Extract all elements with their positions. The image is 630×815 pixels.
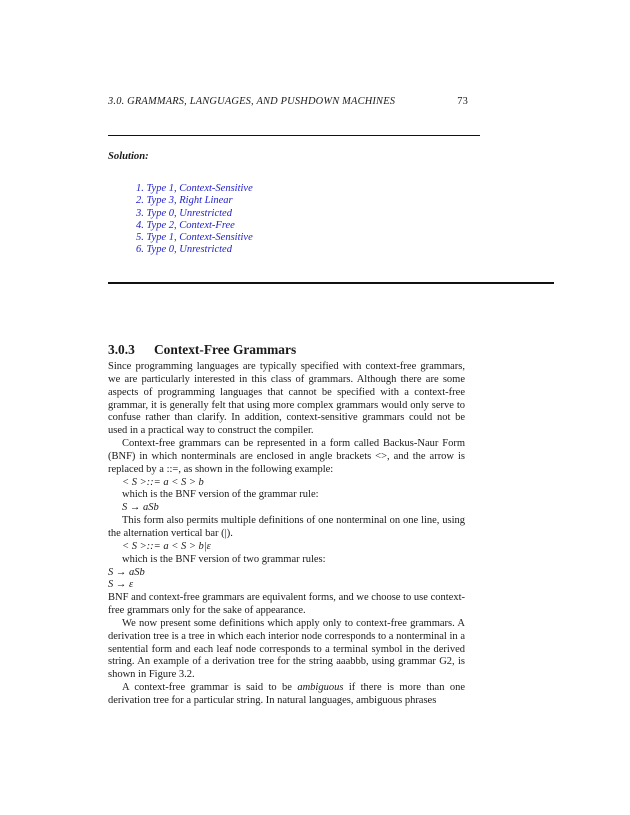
running-header	[108, 96, 468, 107]
solution-item[interactable]: 1. Type 1, Context-Sensitive	[136, 183, 253, 194]
grammar-rule-2a: S → aSb	[108, 566, 145, 578]
grammar-rule-2b: S → ε	[108, 579, 134, 591]
grammar-rule-1: S → aSb	[122, 502, 159, 514]
header-section-title: 3.0. GRAMMARS, LANGUAGES, AND PUSHDOWN MACHINES	[108, 96, 396, 107]
solution-list	[136, 183, 253, 257]
bnf-example-2: < S >::= a < S > b|ε	[122, 540, 211, 552]
ambiguous-term: ambiguous	[297, 682, 344, 694]
solution-item[interactable]: 5. Type 1, Context-Sensitive	[136, 232, 253, 244]
solution-bottom-rule	[108, 282, 554, 284]
paragraph-intro: Since programming languages are typically specified with context-free grammars, we are particularly interested in this class of grammars. Although there are some aspects of programming languages that cannot be specified with a context-free grammar, it is generally felt that using more complex grammars would only serve to confuse rather than clarify. In addition, context-sensitive grammars could not be used in a practical way to construct the compiler.	[108, 361, 465, 437]
bnf-note-1: which is the BNF version of the grammar rule:	[122, 489, 319, 501]
solution-label: Solution:	[108, 151, 149, 162]
section-number: 3.0.3	[108, 342, 135, 357]
paragraph-derivation-tree: We now present some definitions which apply only to context-free grammars. A derivation tree is a tree in which each interior node corresponds to a nonterminal in a sentential form and each leaf node corresponds to a terminal symbol in the derived string. An example of a derivation tree for the string aaabbb, using grammar G2, is shown in Figure 3.2.	[108, 617, 465, 681]
section-heading	[108, 342, 296, 358]
section-title: Context-Free Grammars	[154, 342, 297, 357]
solution-item[interactable]: 6. Type 0, Unrestricted	[136, 244, 232, 256]
ambiguous-text-b: if there is more than one derivation tree for a particular string. In natural languages, ambiguous phrases	[108, 682, 465, 706]
body-text	[108, 361, 465, 708]
paragraph-alternation: This form also permits multiple definitions of one nonterminal on one line, using the alternation vertical bar (|).	[108, 515, 465, 539]
bnf-note-2: which is the BNF version of two grammar rules:	[122, 553, 326, 565]
solution-item[interactable]: 2. Type 3, Right Linear	[136, 195, 233, 207]
solution-top-rule	[108, 135, 480, 136]
ambiguous-text-a: A context-free grammar is said to be	[122, 682, 298, 694]
page-number: 73	[457, 96, 468, 107]
paragraph-ambiguous	[108, 682, 465, 708]
solution-item[interactable]: 3. Type 0, Unrestricted	[136, 207, 232, 219]
bnf-example-1: < S >::= a < S > b	[122, 476, 204, 488]
solution-item[interactable]: 4. Type 2, Context-Free	[136, 219, 235, 231]
paragraph-bnf: Context-free grammars can be represented in a form called Backus-Naur Form (BNF) in which nonterminals are enclosed in angle brackets <>, and the arrow is replaced by a ::=, as shown in the following example:	[108, 438, 465, 475]
paragraph-equivalence: BNF and context-free grammars are equivalent forms, and we choose to use context-free grammars only for the sake of appearance.	[108, 592, 465, 617]
